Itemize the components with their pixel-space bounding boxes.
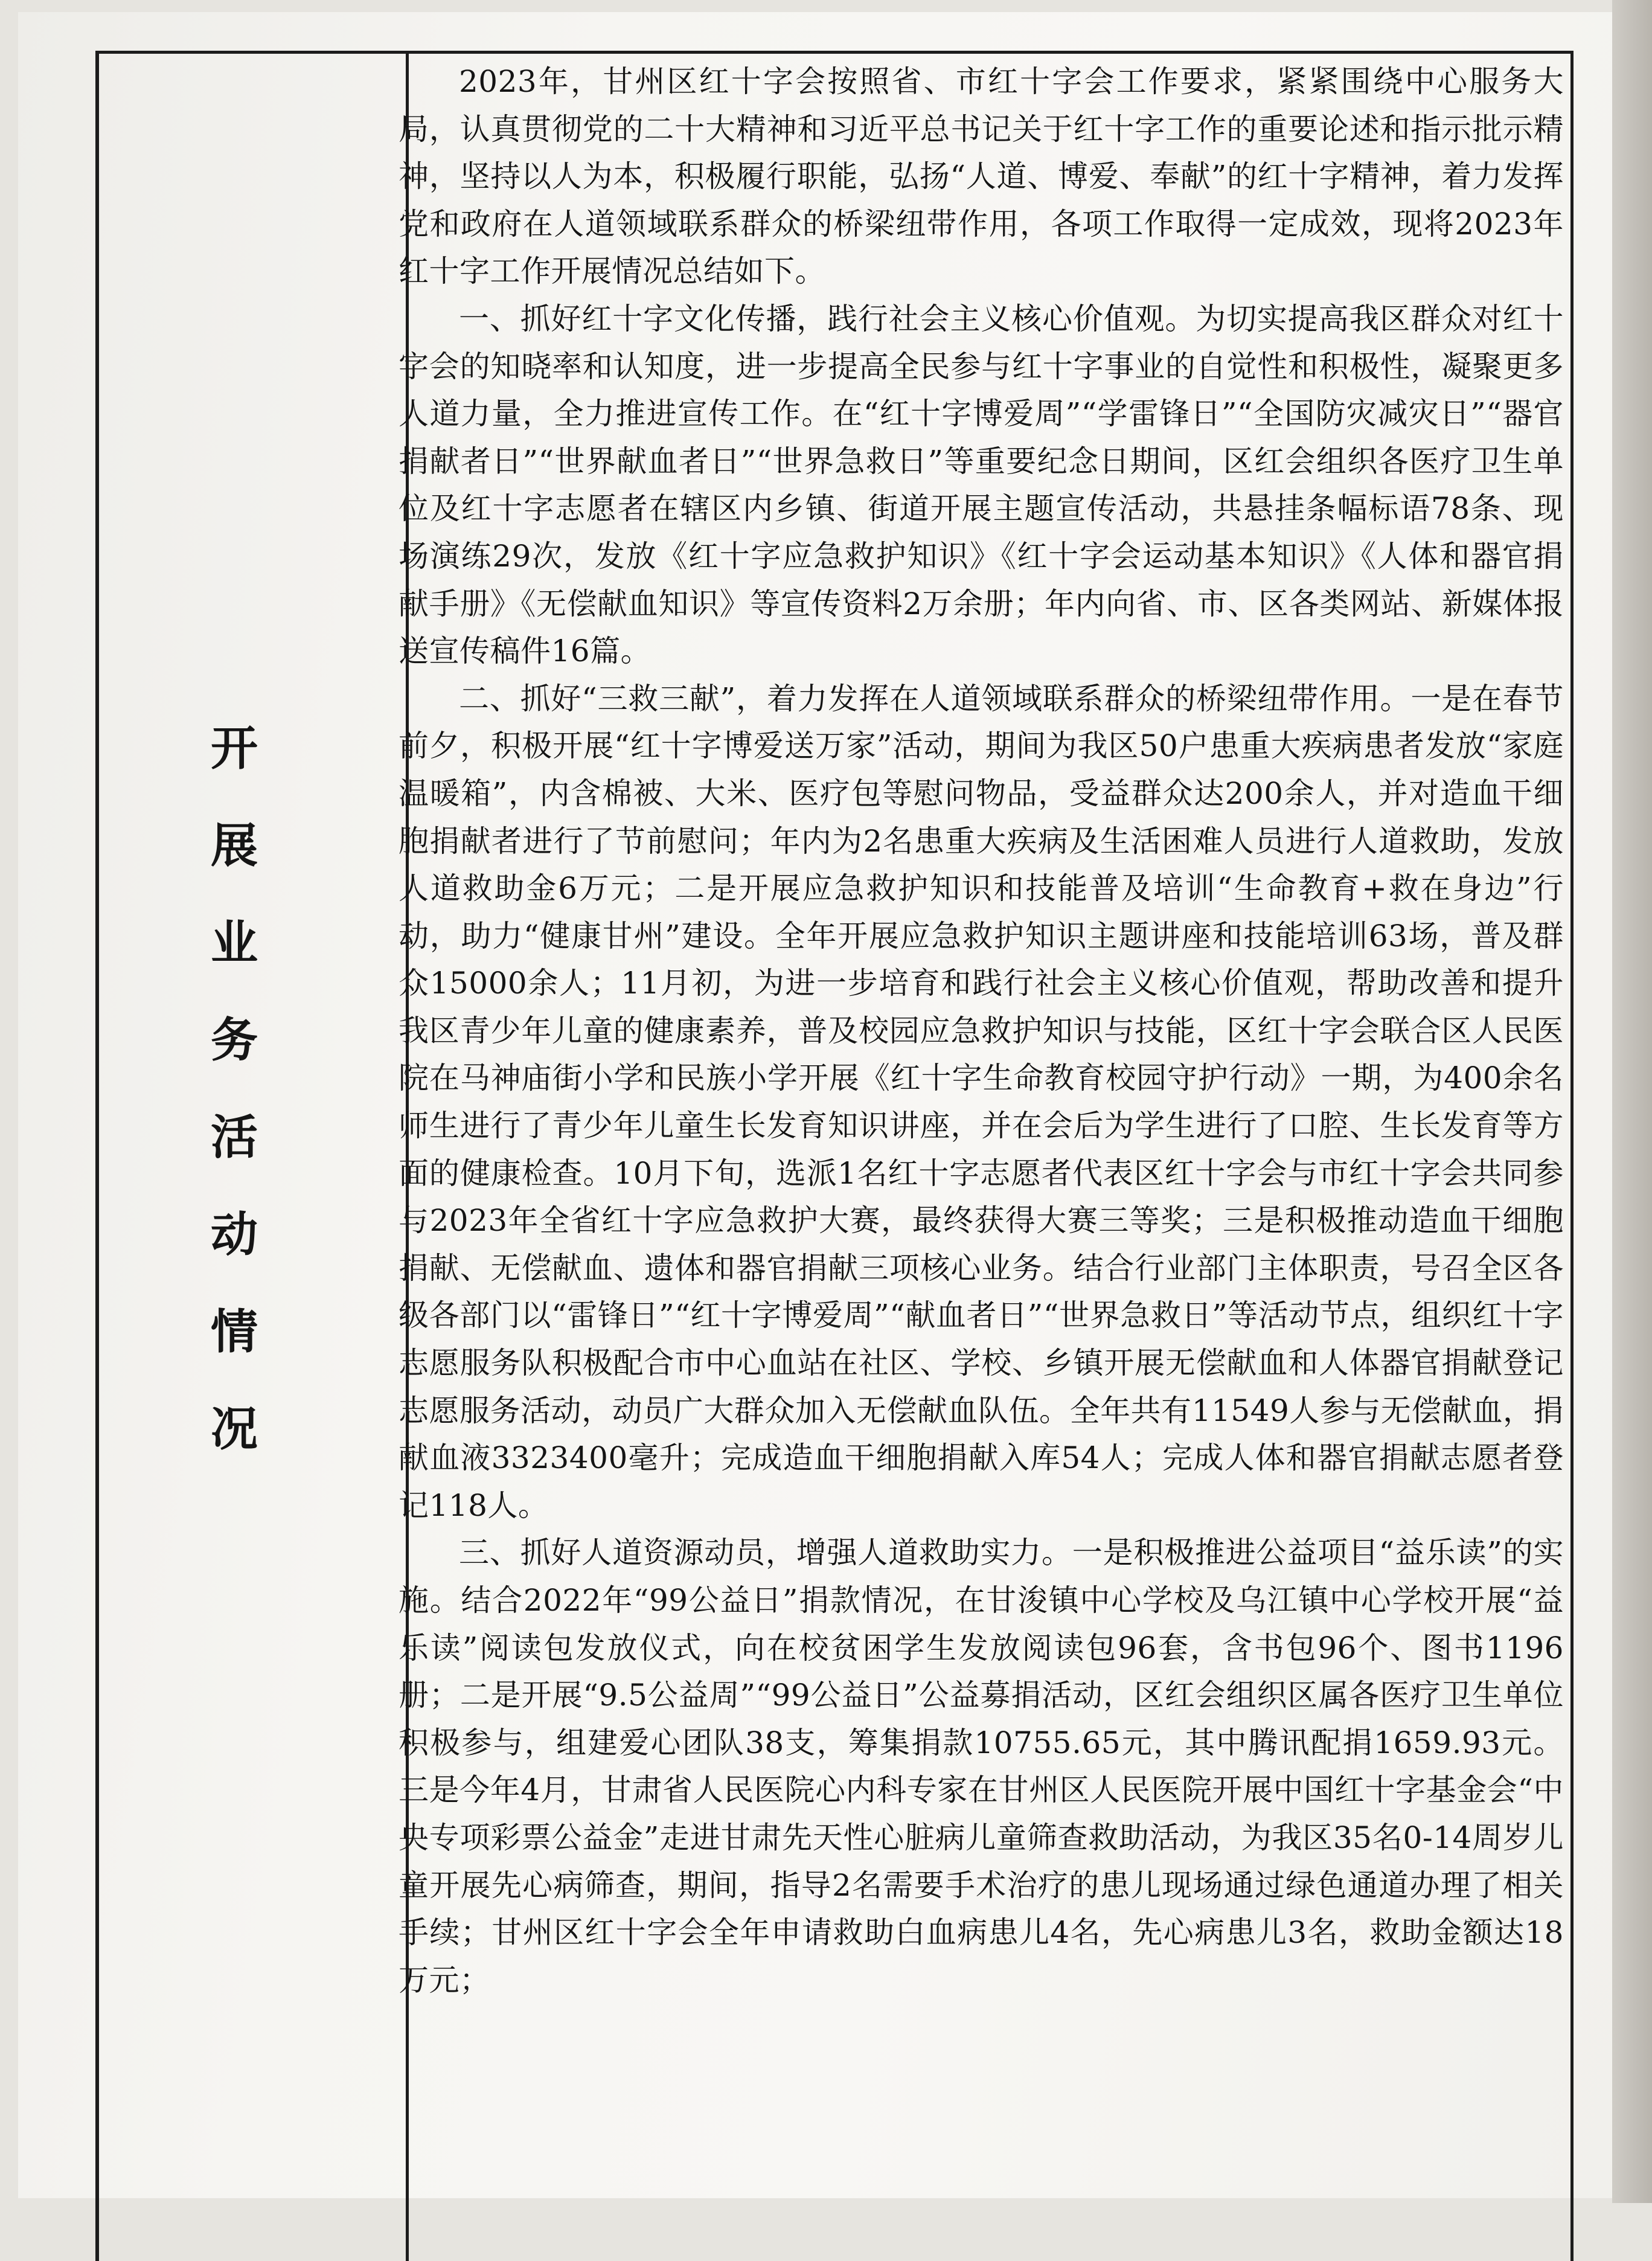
intro-paragraph: 2023年，甘州区红十字会按照省、市红十字会工作要求，紧紧围绕中心服务大局，认真贯彻党的二十大精神和习近平总书记关于红十字工作的重要论述和指示批示精神，坚持以人为本，积极履行职能，弘扬“人道、博爱、奉献”的红十字精神，着力发挥党和政府在人道领域联系群众的桥梁纽带作用，各项工作取得一定成效，现将2023年红十字工作开展情况总结如下。 — [399, 64, 1564, 289]
section-label-char: 展 — [210, 819, 258, 873]
report-body — [399, 58, 1564, 2004]
section-label-char: 业 — [210, 916, 258, 970]
section-label-char: 务 — [210, 1013, 258, 1068]
section-label-char: 活 — [210, 1111, 258, 1165]
section-label-char: 开 — [210, 722, 258, 776]
section-three-paragraph: 三、抓好人道资源动员，增强人道救助实力。一是积极推进公益项目“益乐读”的实施。结合2022年“99公益日”捐款情况，在甘浚镇中心学校及乌江镇中心学校开展“益乐读”阅读包发放仪式，向在校贫困学生发放阅读包96套，含书包96个、图书1196册；二是开展“9.5公益周”“99公益日”公益募捐活动，区红会组织区属各医疗卫生单位积极参与，组建爱心团队38支，筹集捐款10755.65元，其中腾讯配捐1659.93元。三是今年4月，甘肃省人民医院心内科专家在甘州区人民医院开展中国红十字基金会“中央专项彩票公益金”走进甘肃先天性心脏病儿童筛查救助活动，为我区35名0-14周岁儿童开展先心病筛查，期间，指导2名需要手术治疗的患儿现场通过绿色通道办理了相关手续；甘州区红十字会全年申请救助白血病患儿4名，先心病患儿3名，救助金额达18万元； — [399, 1535, 1564, 1998]
section-label-char: 况 — [210, 1402, 258, 1457]
section-one-paragraph: 一、抓好红十字文化传播，践行社会主义核心价值观。为切实提高我区群众对红十字会的知晓率和认知度，进一步提高全民参与红十字事业的自觉性和积极性，凝聚更多人道力量，全力推进宣传工作。在“红十字博爱周”“学雷锋日”“全国防灾减灾日”“器官捐献者日”“世界献血者日”“世界急救日”等重要纪念日期间，区红会组织各医疗卫生单位及红十字志愿者在辖区内乡镇、街道开展主题宣传活动，共悬挂条幅标语78条、现场演练29次，发放《红十字应急救护知识》《红十字会运动基本知识》《人体和器官捐献手册》《无偿献血知识》等宣传资料2万余册；年内向省、市、区各类网站、新媒体报送宣传稿件16篇。 — [399, 301, 1564, 669]
page-edge-shadow — [1612, 0, 1652, 2203]
section-label-char: 情 — [210, 1305, 258, 1359]
section-label-vertical — [198, 701, 271, 1478]
section-label-char: 动 — [210, 1208, 258, 1262]
section-two-paragraph: 二、抓好“三救三献”，着力发挥在人道领域联系群众的桥梁纽带作用。一是在春节前夕，积极开展“红十字博爱送万家”活动，期间为我区50户患重大疾病患者发放“家庭温暖箱”，内含棉被、大米、医疗包等慰问物品，受益群众达200余人，并对造血干细胞捐献者进行了节前慰问；年内为2名患重大疾病及生活困难人员进行人道救助，发放人道救助金6万元；二是开展应急救护知识和技能普及培训“生命教育+救在身边”行动，助力“健康甘州”建设。全年开展应急救护知识主题讲座和技能培训63场，普及群众15000余人；11月初，为进一步培育和践行社会主义核心价值观，帮助改善和提升我区青少年儿童的健康素养，普及校园应急救护知识与技能，区红十字会联合区人民医院在马神庙街小学和民族小学开展《红十字生命教育校园守护行动》一期，为400余名师生进行了青少年儿童生长发育知识讲座，并在会后为学生进行了口腔、生长发育等方面的健康检查。10月下旬，选派1名红十字志愿者代表区红十字会与市红十字会共同参与2023年全省红十字应急救护大赛，最终获得大赛三等奖；三是积极推动造血干细胞捐献、无偿献血、遗体和器官捐献三项核心业务。结合行业部门主体职责，号召全区各级各部门以“雷锋日”“红十字博爱周”“献血者日”“世界急救日”等活动节点，组织红十字志愿服务队积极配合市中心血站在社区、学校、乡镇开展无偿献血和人体器官捐献登记志愿服务活动，动员广大群众加入无偿献血队伍。全年共有11549人参与无偿献血，捐献血液3323400毫升；完成造血干细胞捐献入库54人；完成人体和器官捐献志愿者登记118人。 — [399, 681, 1564, 1523]
